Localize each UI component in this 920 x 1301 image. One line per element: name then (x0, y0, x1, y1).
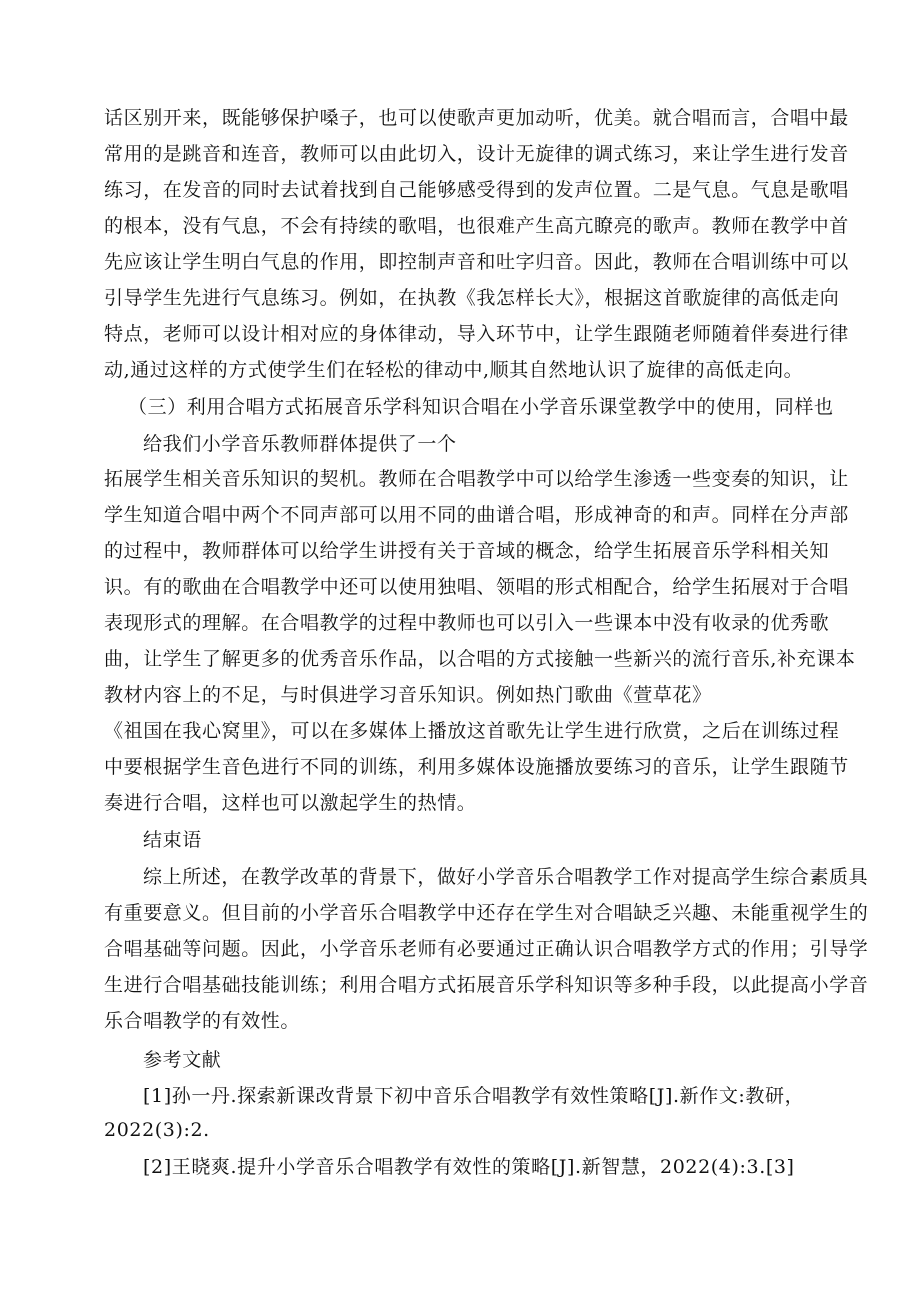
paragraph-line: 生进行合唱基础技能训练；利用合唱方式拓展音乐学科知识等多种手段，以此提高小学音 (104, 974, 869, 996)
paragraph-line: 学生知道合唱中两个不同声部可以用不同的曲谱合唱，形成神奇的和声。同样在分声部 (104, 504, 849, 526)
paragraph-line: 引导学生先进行气息练习。例如，在执教《我怎样长大》，根据这首歌旋律的高低走向 (104, 287, 840, 309)
paragraph-line: 的根本，没有气息，不会有持续的歌唱，也很难产生高亢瞭亮的歌声。教师在教学中首 (104, 215, 849, 237)
references-heading: 参考文献 (143, 1049, 222, 1071)
paragraph-line: 《祖国在我心窝里》，可以在多媒体上播放这首歌先让学生进行欣赏，之后在训练过程 (104, 720, 840, 742)
reference-line: [1]孙一丹.探索新课改背景下初中音乐合唱教学有效性策略[J].新作文:教研， (143, 1085, 805, 1107)
section-heading-line: （三）利用合唱方式拓展音乐学科知识合唱在小学音乐课堂教学中的使用，同样也 (128, 396, 834, 418)
paragraph-line: 中要根据学生音色进行不同的训练，利用多媒体设施播放要练习的音乐，让学生跟随节 (104, 756, 849, 778)
paragraph-line: 曲，让学生了解更多的优秀音乐作品，以合唱的方式接触一些新兴的流行音乐,补充课本 (104, 648, 856, 670)
paragraph-line: 常用的是跳音和连音，教师可以由此切入，设计无旋律的调式练习，来让学生进行发音 (104, 143, 849, 165)
paragraph-line: 乐合唱教学的有效性。 (104, 1010, 301, 1032)
paragraph-line: 动,通过这样的方式使学生们在轻松的律动中,顺其自然地认识了旋律的高低走向。 (104, 359, 804, 381)
paragraph-line: 有重要意义。但目前的小学音乐合唱教学中还存在学生对合唱缺乏兴趣、未能重视学生的 (104, 902, 869, 924)
paragraph-line: 奏进行合唱，这样也可以激起学生的热情。 (104, 792, 477, 814)
paragraph-line: 的过程中，教师群体可以给学生讲授有关于音域的概念，给学生拓展音乐学科相关知 (104, 540, 830, 562)
paragraph-line: 综上所述，在教学改革的背景下，做好小学音乐合唱教学工作对提高学生综合素质具 (143, 866, 869, 888)
paragraph-line: 特点，老师可以设计相对应的身体律动，导入环节中，让学生跟随老师随着伴奏进行律 (104, 323, 849, 345)
paragraph-line: 拓展学生相关音乐知识的契机。教师在合唱教学中可以给学生渗透一些变奏的知识，让 (104, 468, 849, 490)
paragraph-line: 先应该让学生明白气息的作用，即控制声音和吐字归音。因此，教师在合唱训练中可以 (104, 251, 849, 273)
paragraph-line: 表现形式的理解。在合唱教学的过程中教师也可以引入一些课本中没有收录的优秀歌 (104, 612, 830, 634)
paragraph-line: 练习，在发音的同时去试着找到自己能够感受得到的发声位置。二是气息。气息是歌唱 (104, 179, 849, 201)
reference-line: 2022(3):2. (104, 1119, 210, 1141)
paragraph-line: 识。有的歌曲在合唱教学中还可以使用独唱、领唱的形式相配合，给学生拓展对于合唱 (104, 576, 849, 598)
section-heading-line: 给我们小学音乐教师群体提供了一个 (143, 433, 457, 455)
paragraph-line: 话区别开来，既能够保护嗓子，也可以使歌声更加动听，优美。就合唱而言，合唱中最 (104, 107, 849, 129)
conclusion-heading: 结束语 (143, 829, 202, 851)
paragraph-line: 教材内容上的不足，与时俱进学习音乐知识。例如热门歌曲《萱草花》 (104, 684, 712, 706)
reference-line: [2]王晓爽.提升小学音乐合唱教学有效性的策略[J].新智慧，2022(4):3.[3] (143, 1156, 795, 1178)
paragraph-line: 合唱基础等问题。因此，小学音乐老师有必要通过正确认识合唱教学方式的作用；引导学 (104, 938, 869, 960)
